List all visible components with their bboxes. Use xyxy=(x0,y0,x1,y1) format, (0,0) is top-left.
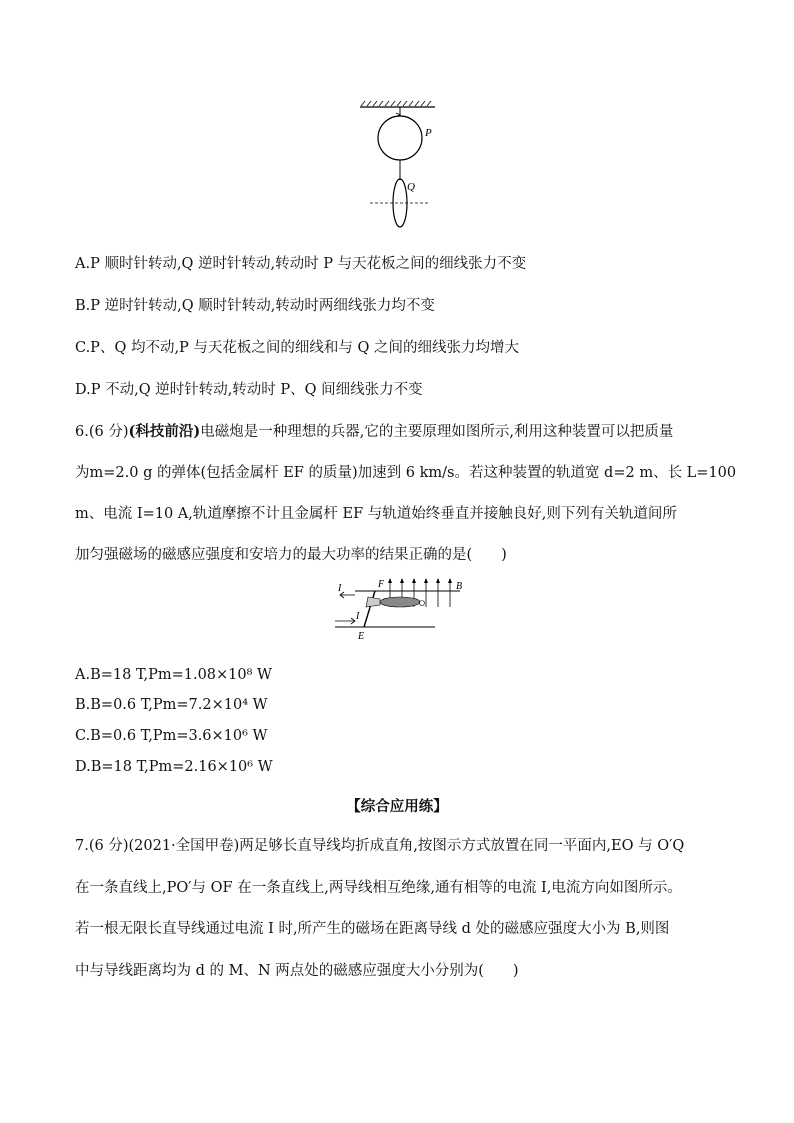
q6-line1-text: 电磁炮是一种理想的兵器,它的主要原理如图所示,利用这种装置可以把质量 xyxy=(200,424,674,440)
q6-line-1 xyxy=(75,422,673,442)
q6-option-c: C.B=0.6 T,Pm=3.6×10⁶ W xyxy=(75,728,268,744)
q6-line-3: m、电流 I=10 A,轨道摩擦不计且金属杆 EF 与轨道始终垂直并接触良好,则下列有关轨道间所 xyxy=(75,506,677,522)
q6-option-b: B.B=0.6 T,Pm=7.2×10⁴ W xyxy=(75,697,268,713)
label-p: P xyxy=(425,127,432,139)
q6-line-2: 为m=2.0 g 的弹体(包括金属杆 EF 的质量)加速到 6 km/s。若这种装置的轨道宽 d=2 m、长 L=100 xyxy=(75,465,737,481)
q6-line-4: 加匀强磁场的磁感应强度和安培力的最大功率的结果正确的是( ) xyxy=(75,547,507,563)
section-title: 【综合应用练】 xyxy=(346,798,448,815)
label-e: E xyxy=(358,631,365,642)
q5-option-c: C.P、Q 均不动,P 与天花板之间的细线和与 Q 之间的细线张力均增大 xyxy=(75,340,520,356)
q5-option-d: D.P 不动,Q 逆时针转动,转动时 P、Q 间细线张力不变 xyxy=(75,382,423,398)
q7-line-2: 在一条直线上,PO′与 OF 在一条直线上,两导线相互绝缘,通有相等的电流 I,电流方向如图所示。 xyxy=(75,880,682,896)
q5-option-a: A.P 顺时针转动,Q 逆时针转动,转动时 P 与天花板之间的细线张力不变 xyxy=(75,256,527,272)
q6-tag: (科技前沿) xyxy=(128,423,201,440)
q7-line-3: 若一根无限长直导线通过电流 I 时,所产生的磁场在距离导线 d 处的磁感应强度大小为 B,则图 xyxy=(75,921,670,937)
label-f: F xyxy=(378,579,385,590)
q5-option-b: B.P 逆时针转动,Q 顺时针转动,转动时两细线张力均不变 xyxy=(75,298,435,314)
railgun-figure xyxy=(330,577,470,642)
hanging-coils-figure xyxy=(355,98,455,238)
q6-number: 6.(6 分) xyxy=(75,424,129,440)
label-i-bottom: I xyxy=(356,611,360,622)
label-b: B xyxy=(456,581,463,592)
q7-line-1: 7.(6 分)(2021·全国甲卷)两足够长直导线均折成直角,按图示方式放置在同一平面内,EO 与 O′Q xyxy=(75,838,685,854)
label-i-top: I xyxy=(338,583,342,594)
q7-line-4: 中与导线距离均为 d 的 M、N 两点处的磁感应强度大小分别为( ) xyxy=(75,963,519,979)
label-q: Q xyxy=(407,181,415,193)
q6-option-d: D.B=18 T,Pm=2.16×10⁶ W xyxy=(75,759,273,775)
q6-option-a: A.B=18 T,Pm=1.08×10⁸ W xyxy=(75,667,272,683)
